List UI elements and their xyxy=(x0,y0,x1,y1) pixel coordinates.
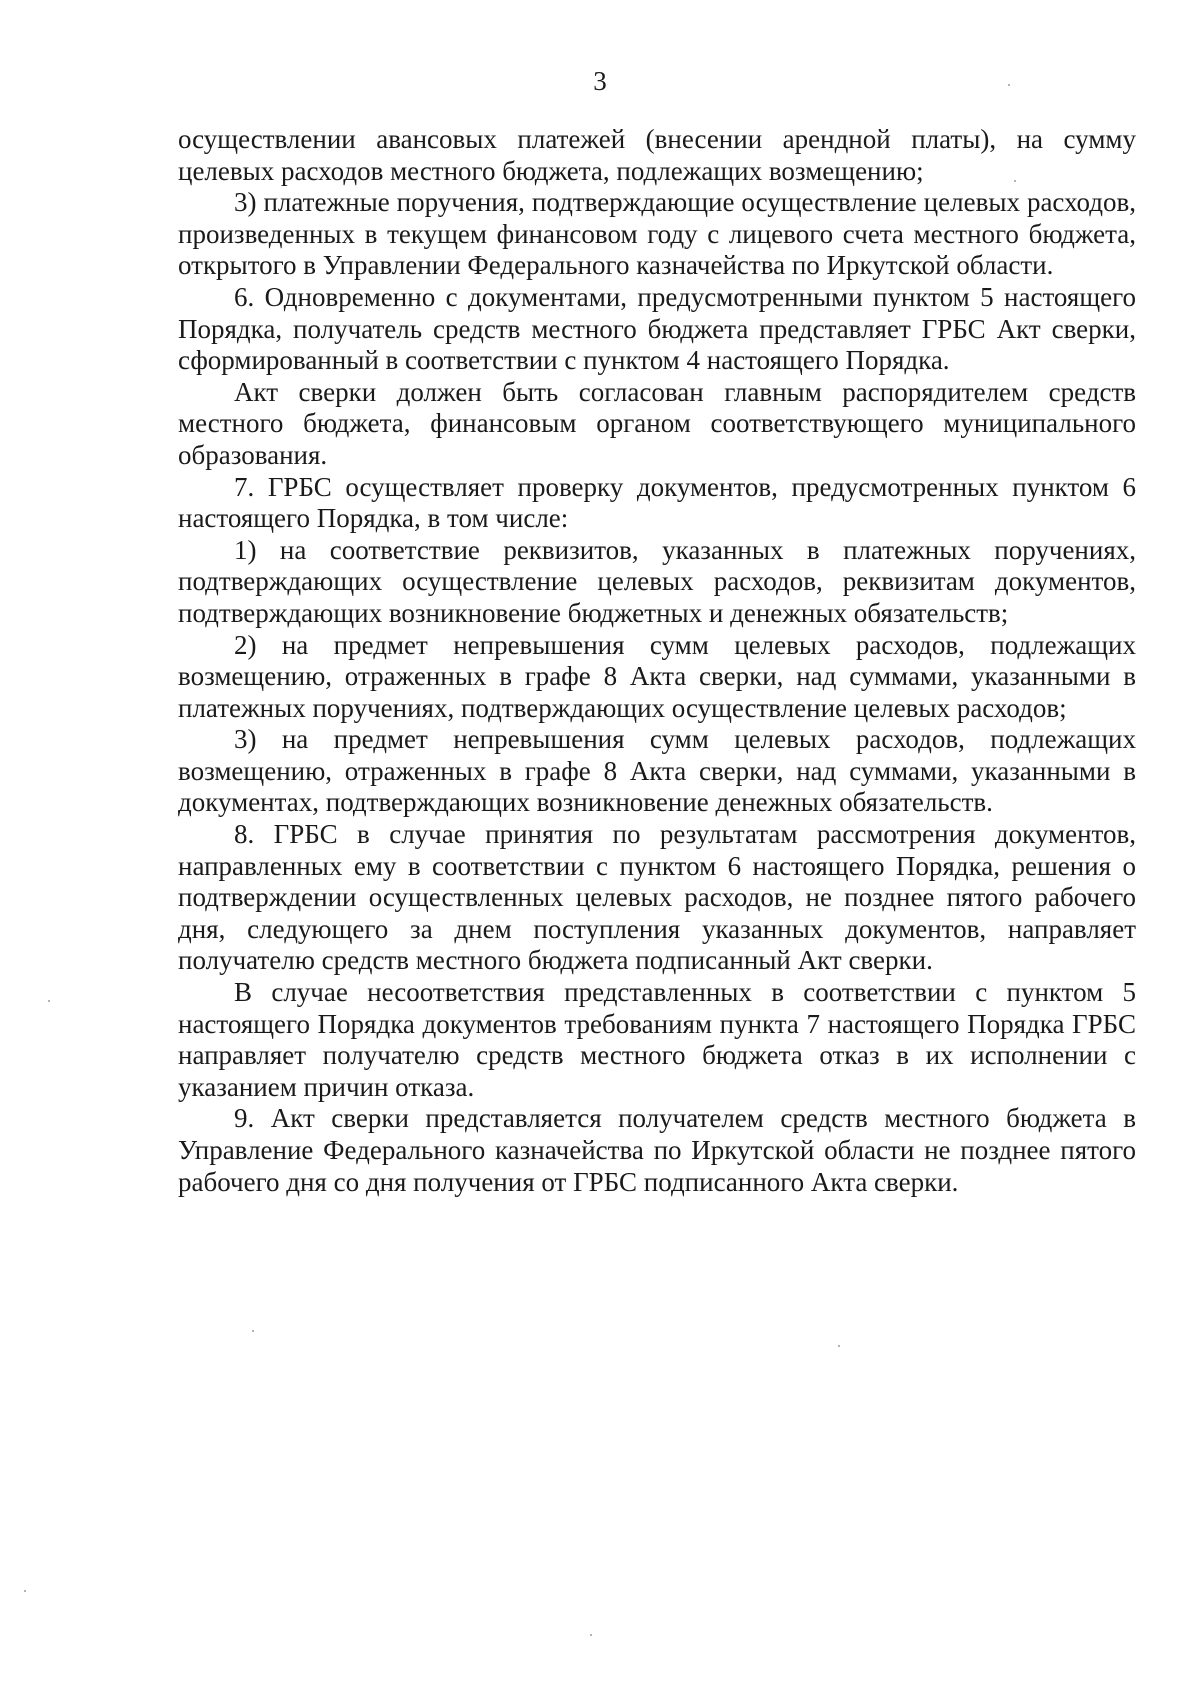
paragraph-clause-7-item-1: 1) на соответствие реквизитов, указанных в платежных поручениях, подтверждающих осуществление целевых расходов, реквизитам документов, подтверждающих возникновение бюджетных и денежных обязательств; xyxy=(178,534,1136,628)
paragraph-item-3: 3) платежные поручения, подтверждающие осуществление целевых расходов, произведенных в текущем финансовом году с лицевого счета местного бюджета, открытого в Управлении Федерального казначейства по Иркутской области. xyxy=(178,187,1136,281)
paragraph-clause-6-approval: Акт сверки должен быть согласован главным распорядителем средств местного бюджета, финансовым органом соответствующего муниципального образования. xyxy=(178,376,1136,470)
scan-speck xyxy=(1014,180,1016,182)
scan-speck xyxy=(252,1330,254,1332)
paragraph-clause-8-refusal: В случае несоответствия представленных в соответствии с пунктом 5 настоящего Порядка документов требованиям пункта 7 настоящего Порядка ГРБС направляет получателю средств местного бюджета отказ в их исполнении с указанием причин отказа. xyxy=(178,977,1136,1102)
scan-speck xyxy=(590,1634,592,1636)
paragraph-clause-8: 8. ГРБС в случае принятия по результатам рассмотрения документов, направленных ему в соответствии с пунктом 6 настоящего Порядка, решения о подтверждении осуществленных целевых расходов, не позднее пятого рабочего дня, следующего за днем поступления указанных документов, направляет получателю средств местного бюджета подписанный Акт сверки. xyxy=(178,819,1136,976)
paragraph-clause-6: 6. Одновременно с документами, предусмотренными пунктом 5 настоящего Порядка, получатель средств местного бюджета представляет ГРБС Акт сверки, сформированный в соответствии с пунктом 4 настоящего Порядка. xyxy=(178,281,1136,376)
paragraph-continuation: осуществлении авансовых платежей (внесении арендной платы), на сумму целевых расходов местного бюджета, подлежащих возмещению; xyxy=(178,124,1136,186)
paragraph-clause-7-item-2: 2) на предмет непревышения сумм целевых расходов, подлежащих возмещению, отраженных в графе 8 Акта сверки, над суммами, указанными в платежных поручениях, подтверждающих осуществление целевых расходов; xyxy=(178,629,1136,723)
paragraph-clause-7: 7. ГРБС осуществляет проверку документов, предусмотренных пунктом 6 настоящего Порядка, в том числе: xyxy=(178,471,1136,534)
scan-speck xyxy=(24,1590,26,1592)
paragraph-clause-7-item-3: 3) на предмет непревышения сумм целевых расходов, подлежащих возмещению, отраженных в графе 8 Акта сверки, над суммами, указанными в документах, подтверждающих возникновение денежных обязательств. xyxy=(178,724,1136,818)
scan-speck xyxy=(838,1345,840,1347)
scan-speck xyxy=(48,1000,50,1002)
page-number: 3 xyxy=(593,66,607,96)
document-body xyxy=(178,124,1136,1198)
paragraph-clause-9: 9. Акт сверки представляется получателем средств местного бюджета в Управление Федерального казначейства по Иркутской области не позднее пятого рабочего дня со дня получения от ГРБС подписанного Акта сверки. xyxy=(178,1103,1136,1197)
scan-speck xyxy=(1008,84,1010,86)
